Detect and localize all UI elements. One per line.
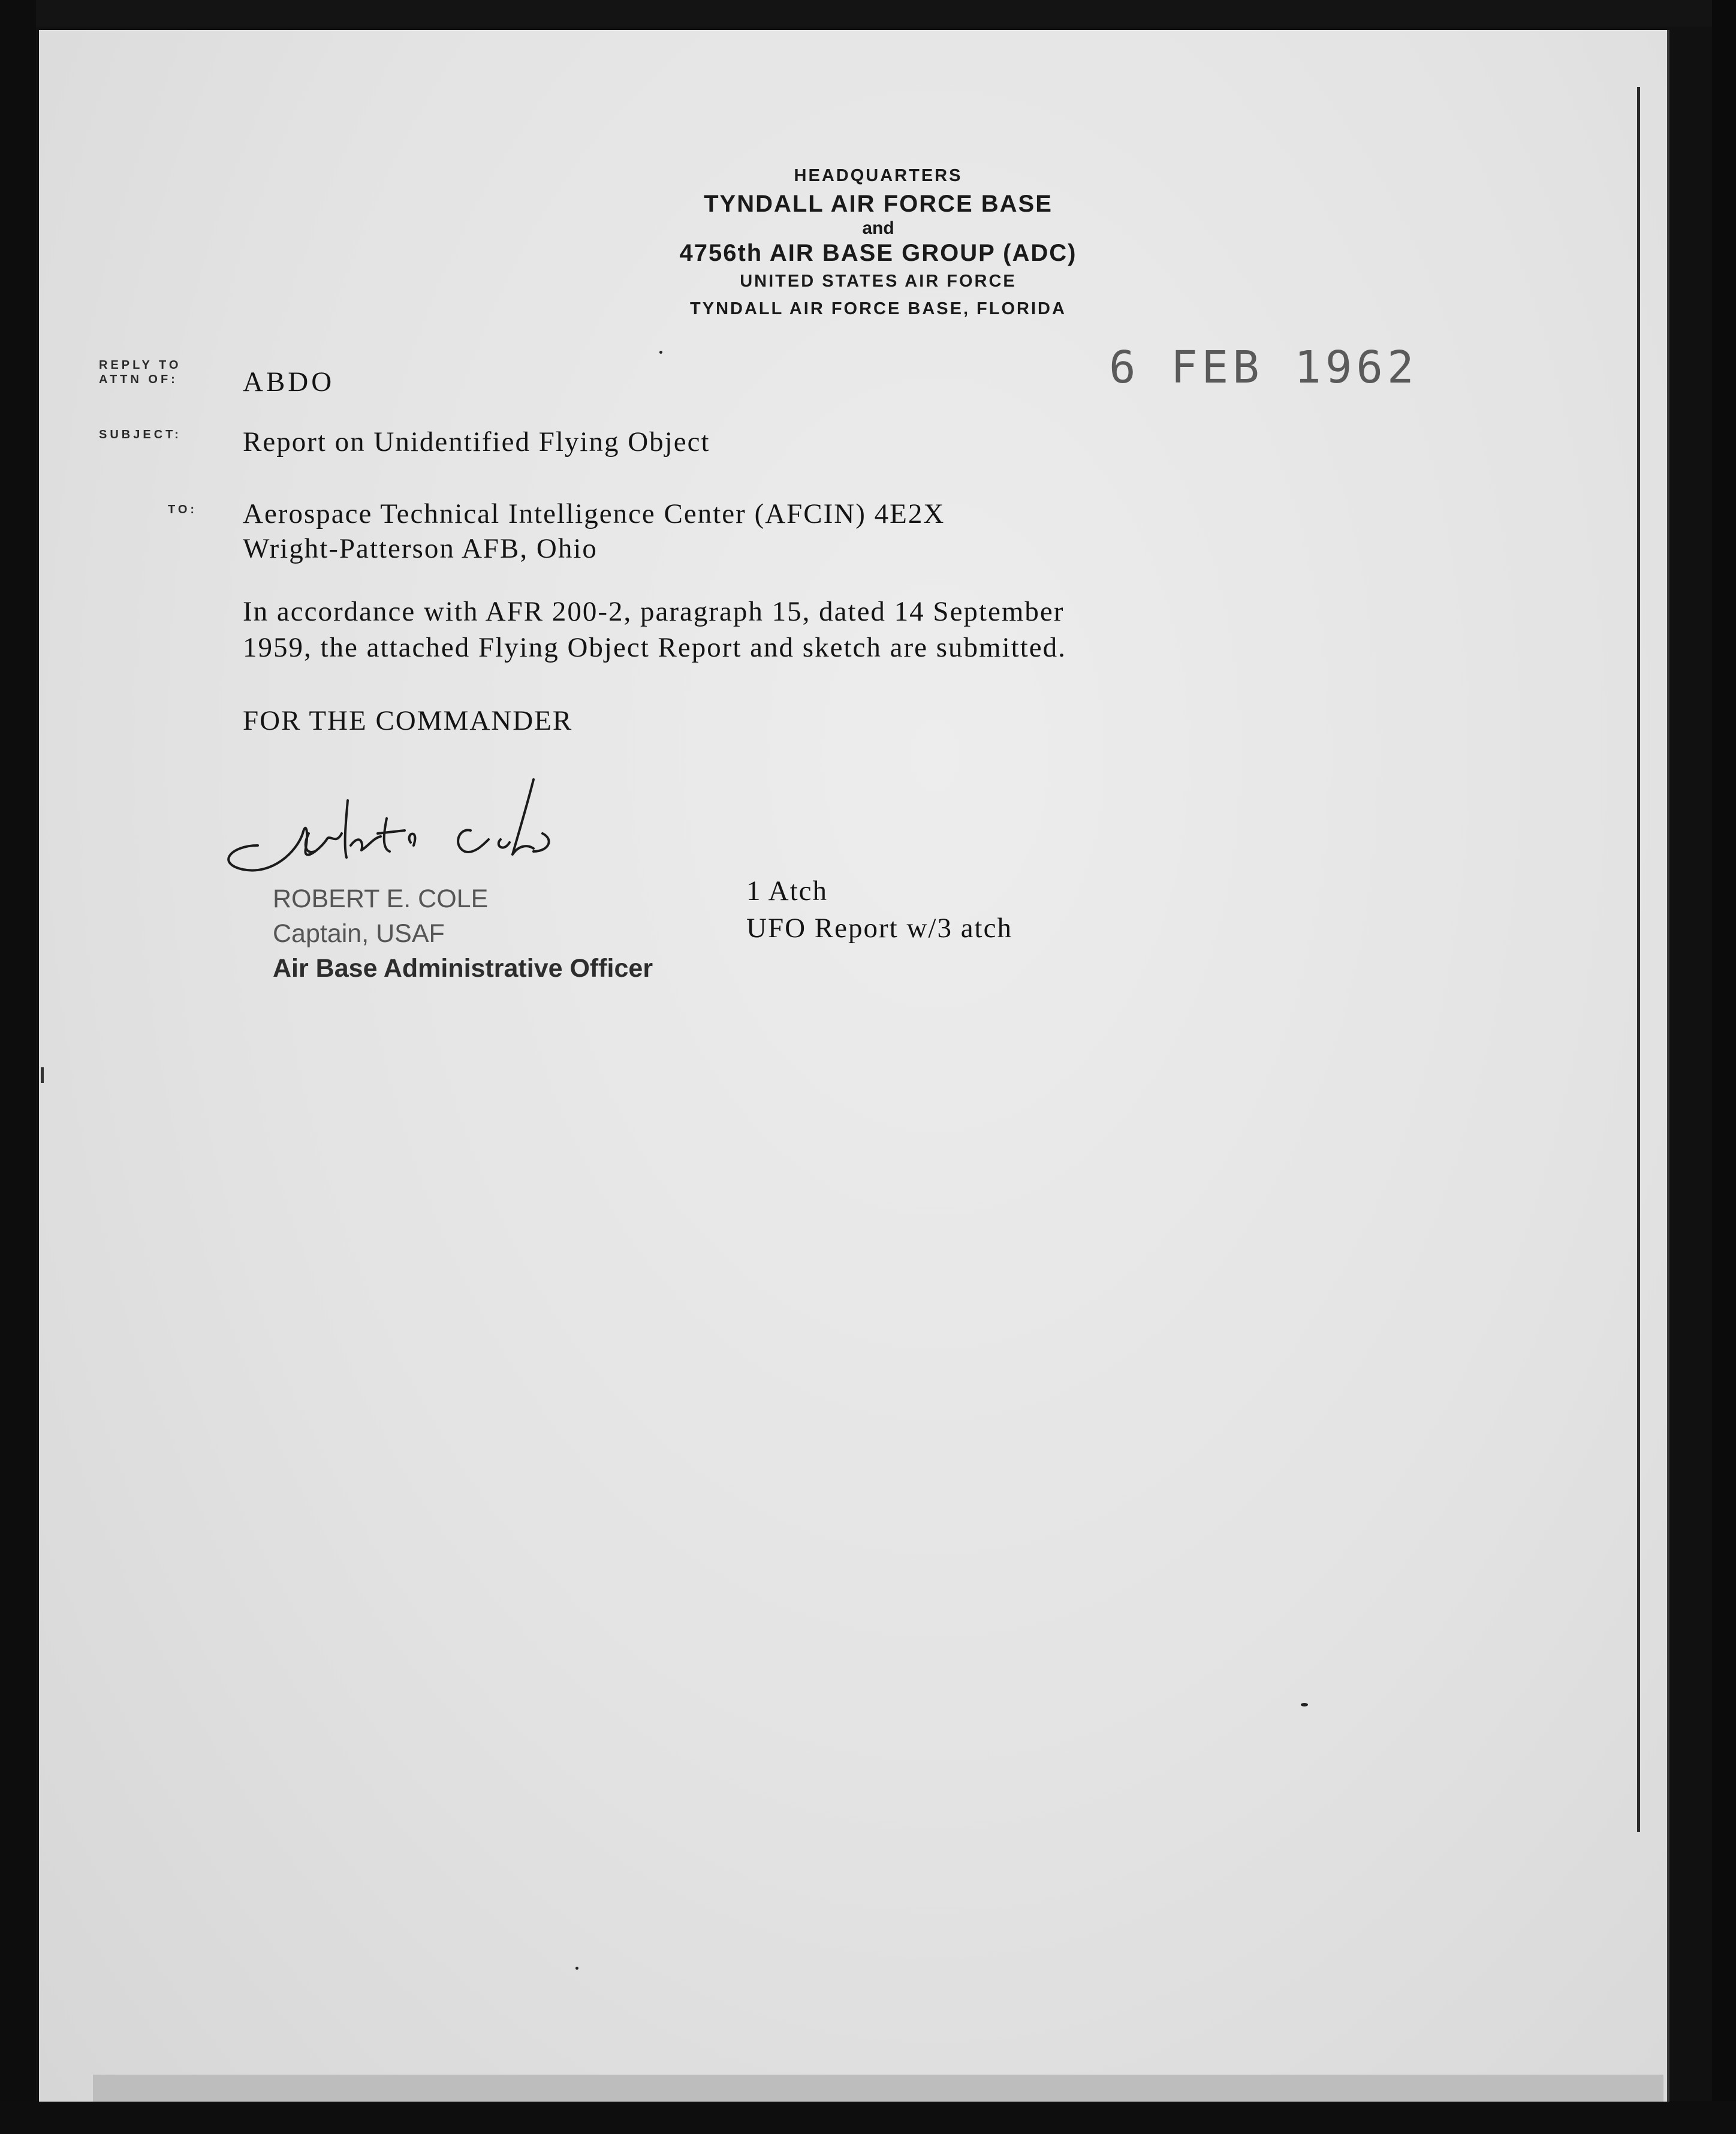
- scan-speck: [1301, 1703, 1308, 1706]
- reply-to-label-line2: ATTN OF:: [99, 373, 178, 386]
- document-page: [39, 30, 1669, 2102]
- letterhead-headquarters: HEADQUARTERS: [794, 166, 963, 185]
- attachment-description: UFO Report w/3 atch: [746, 913, 1012, 944]
- signature-block: [273, 881, 653, 986]
- date-stamp: 6 FEB 1962: [1109, 342, 1418, 393]
- body-line-1: In accordance with AFR 200-2, paragraph 15, dated 14 September: [243, 596, 1065, 627]
- scan-frame-top: [0, 0, 1736, 27]
- signer-rank: Captain, USAF: [273, 919, 445, 948]
- scan-speck: [659, 351, 662, 354]
- scan-edge-mark: [41, 1067, 44, 1083]
- handwritten-signature: [207, 744, 662, 899]
- reply-to-label: [99, 358, 219, 387]
- page-edge-strip: [1667, 30, 1669, 2102]
- scan-speck: [575, 1967, 578, 1970]
- subject-label: SUBJECT:: [99, 428, 182, 441]
- letterhead: [575, 162, 1181, 323]
- body-line-2: 1959, the attached Flying Object Report and sketch are submitted.: [243, 632, 1066, 663]
- subject-value: Report on Unidentified Flying Object: [243, 426, 710, 457]
- letterhead-service: UNITED STATES AIR FORCE: [740, 272, 1017, 291]
- body-paragraph: [243, 594, 1382, 666]
- page-bottom-strip: [93, 2075, 1663, 2102]
- closing-line: FOR THE COMMANDER: [243, 705, 573, 736]
- attachment-count: 1 Atch: [746, 875, 828, 907]
- letterhead-base-name: TYNDALL AIR FORCE BASE: [704, 191, 1053, 217]
- scan-frame-right: [1712, 0, 1736, 2134]
- to-label: TO:: [168, 503, 198, 516]
- addressee-line-2: Wright-Patterson AFB, Ohio: [243, 533, 598, 564]
- page-margin-rule: [1637, 87, 1640, 1832]
- scan-frame-left: [0, 0, 36, 2134]
- letterhead-location: TYNDALL AIR FORCE BASE, FLORIDA: [690, 299, 1066, 318]
- attn-of-value: ABDO: [243, 366, 335, 398]
- signer-title: Air Base Administrative Officer: [273, 954, 653, 983]
- letterhead-group: 4756th AIR BASE GROUP (ADC): [679, 240, 1077, 266]
- signer-name: ROBERT E. COLE: [273, 884, 489, 913]
- reply-to-label-line1: REPLY TO: [99, 359, 182, 372]
- letterhead-and: and: [862, 218, 894, 238]
- scan-frame-bottom: [0, 2101, 1736, 2134]
- addressee-line-1: Aerospace Technical Intelligence Center (AFCIN) 4E2X: [243, 498, 945, 529]
- attachment-note: [746, 872, 1012, 947]
